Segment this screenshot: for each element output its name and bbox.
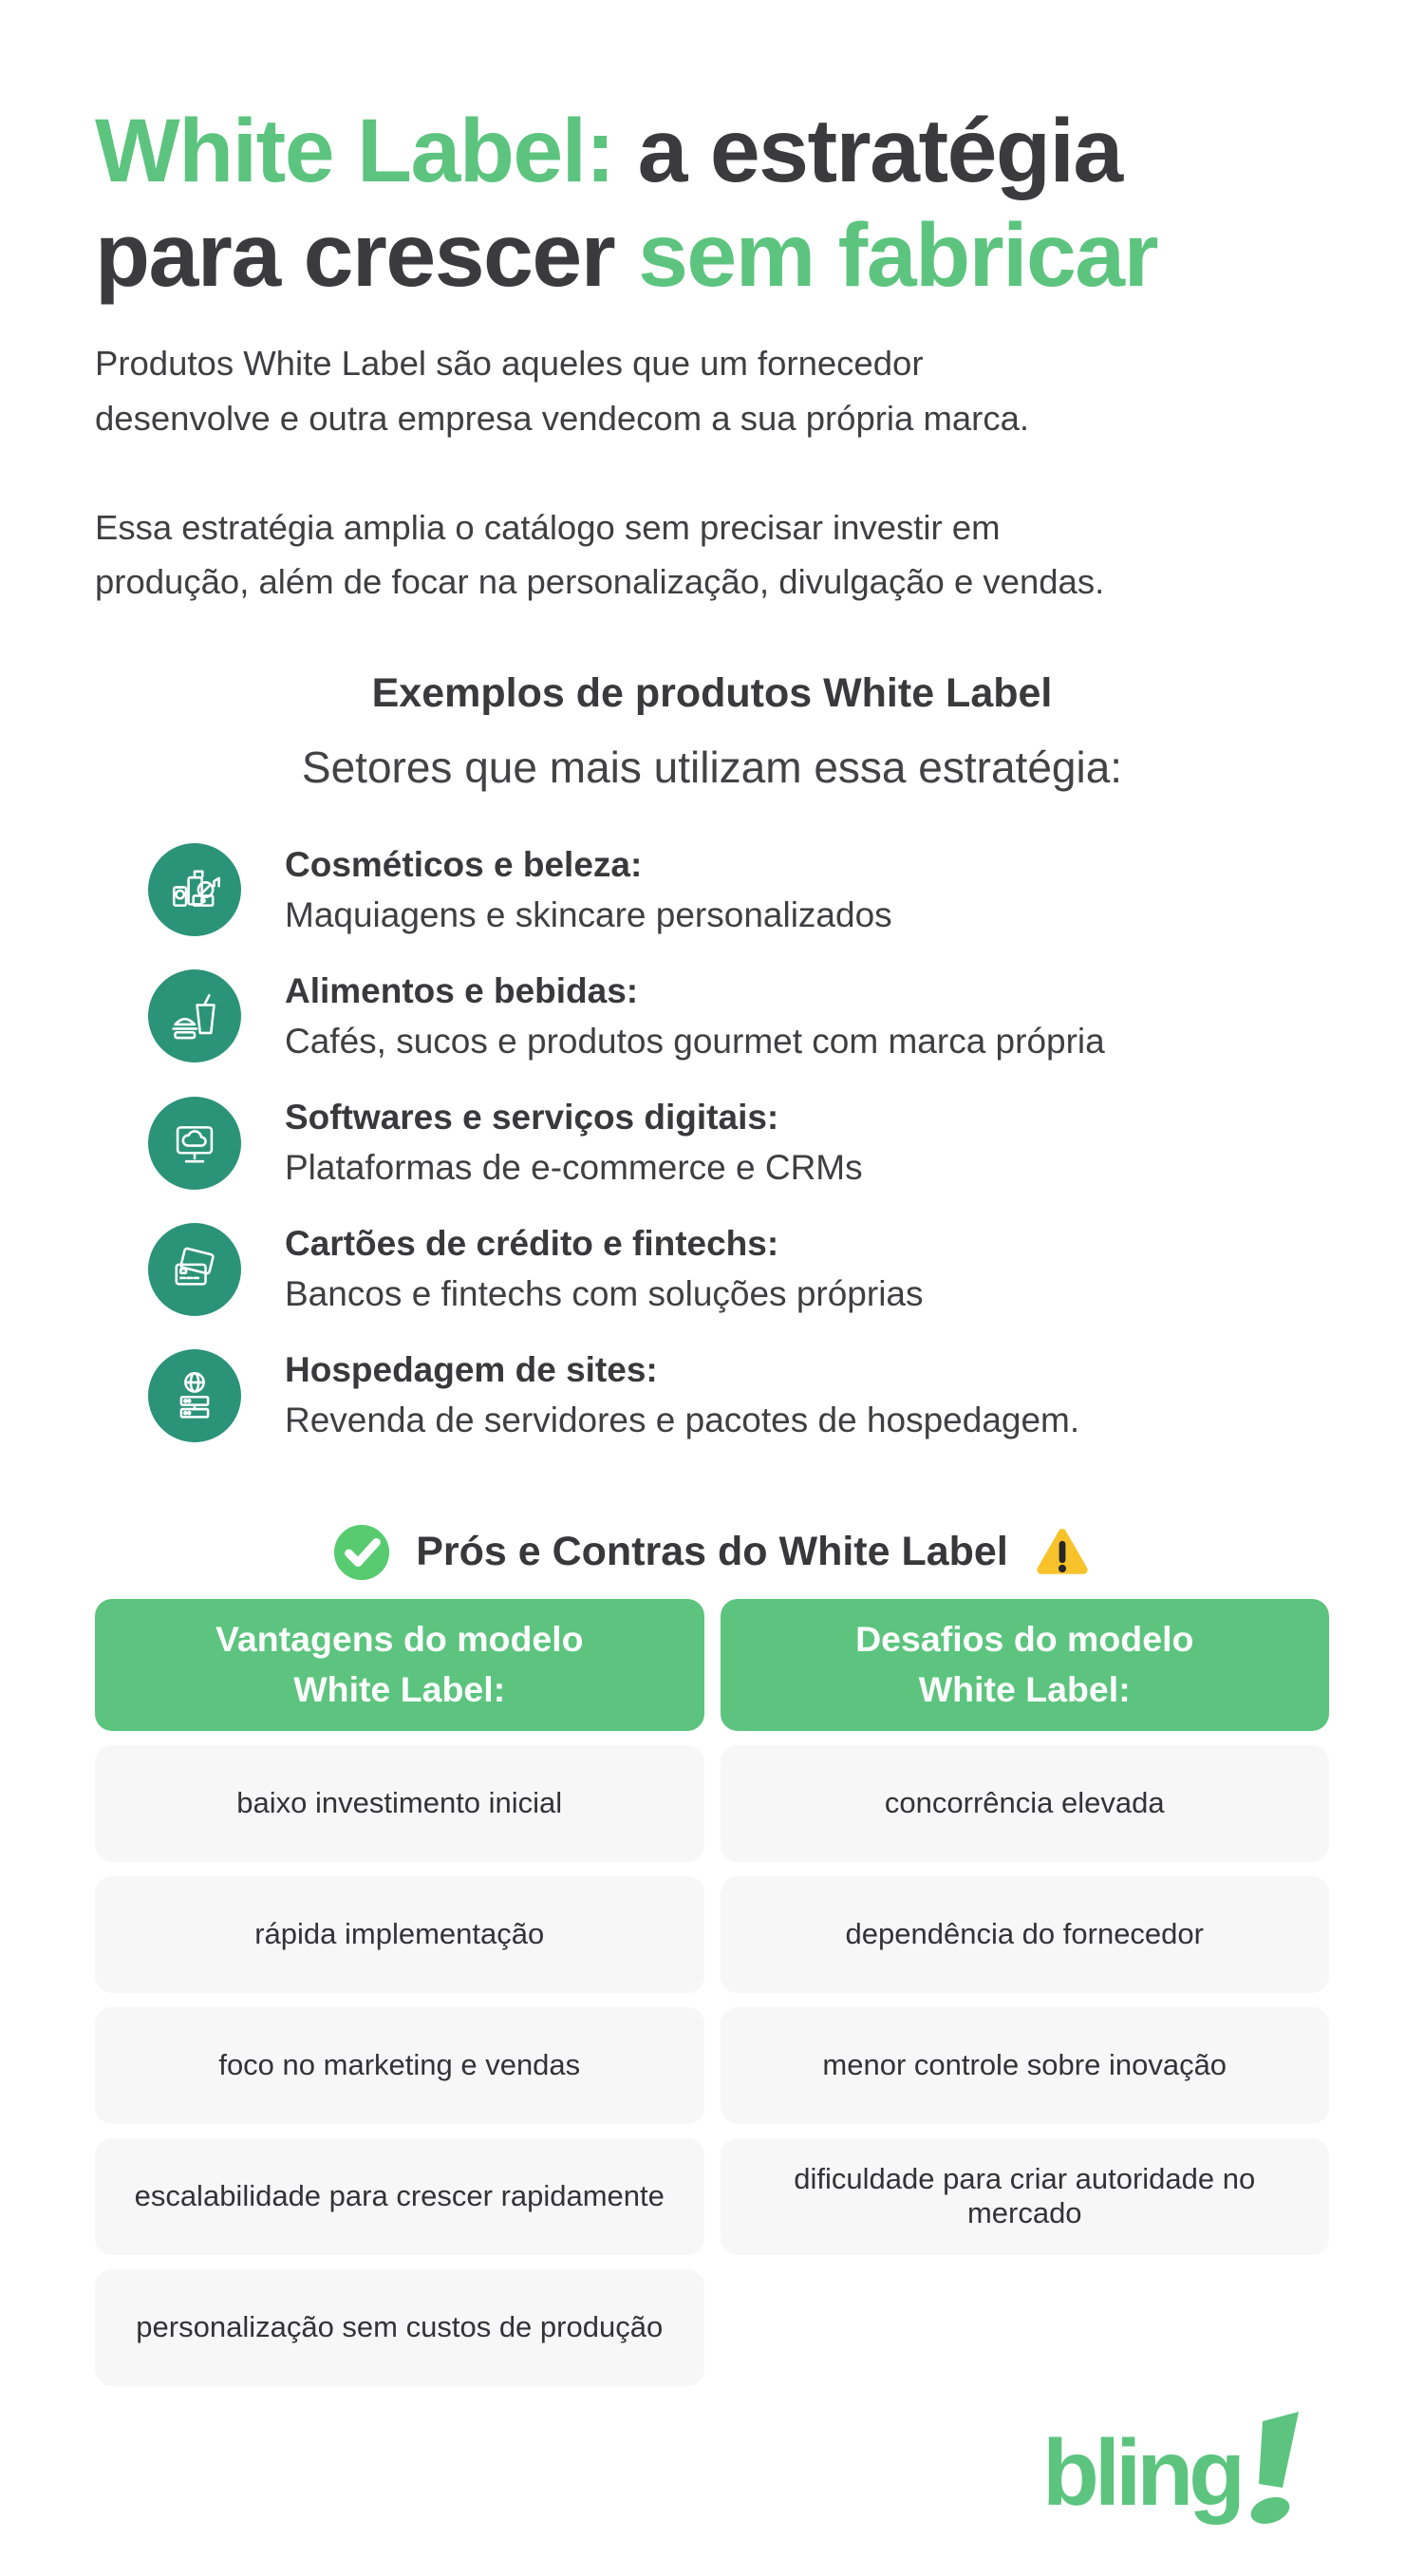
challenge-cell: dependência do fornecedor xyxy=(721,1876,1330,1993)
title-line-2 xyxy=(95,203,1329,308)
warning-triangle-icon xyxy=(1033,1523,1092,1582)
food-drink-icon xyxy=(148,969,241,1062)
list-item-description: Cafés, sucos e produtos gourmet com marca própria xyxy=(285,1021,1105,1061)
title-part-dark-2: para crescer xyxy=(95,205,639,307)
list-item-description: Revenda de servidores e pacotes de hospedagem. xyxy=(285,1401,1080,1440)
title-part-dark-1: a estratégia xyxy=(613,101,1122,201)
bling-logo-exclamation-bar xyxy=(1259,2412,1299,2488)
challenge-cell: menor controle sobre inovação xyxy=(721,2007,1330,2124)
list-item-food xyxy=(148,968,1329,1064)
advantage-cell: baixo investimento inicial xyxy=(95,1745,704,1862)
list-item-text xyxy=(285,1221,924,1317)
intro-paragraph-2 xyxy=(95,500,1329,610)
list-item-title: Hospedagem de sites: xyxy=(285,1350,658,1390)
advantage-cell: escalabilidade para crescer rapidamente xyxy=(95,2138,704,2255)
advantage-cell: foco no marketing e vendas xyxy=(95,2007,704,2124)
software-icon xyxy=(148,1097,241,1190)
intro-text xyxy=(95,336,1329,609)
web-hosting-icon xyxy=(148,1349,241,1442)
list-item-text xyxy=(285,1095,863,1191)
title-part-green-1: White Label: xyxy=(95,101,614,201)
advantages-header xyxy=(95,1599,704,1731)
advantages-header-line2: White Label: xyxy=(293,1669,506,1709)
list-item-software xyxy=(148,1095,1329,1191)
challenge-cell: concorrência elevada xyxy=(721,1745,1330,1862)
bling-logo-exclamation-dot xyxy=(1247,2492,1293,2529)
advantages-header-line1: Vantagens do modelo xyxy=(215,1618,584,1659)
examples-section-head xyxy=(95,670,1329,793)
list-item-text xyxy=(285,1347,1079,1443)
advantage-cell: rápida implementação xyxy=(95,1876,704,1993)
bling-logo-text: bling xyxy=(1042,2420,1242,2525)
page-title xyxy=(95,99,1329,308)
intro-p2-line2: produção, além de focar na personalização, divulgação e vendas. xyxy=(95,562,1105,602)
advantage-cell: personalização sem custos de produção xyxy=(95,2269,704,2386)
list-item-description: Bancos e fintechs com soluções próprias xyxy=(285,1274,924,1314)
intro-p2-line1: Essa estratégia amplia o catálogo sem precisar investir em xyxy=(95,507,1001,547)
pros-cons-heading xyxy=(95,1523,1329,1582)
pros-cons-table xyxy=(95,1599,1329,2386)
list-item-hosting xyxy=(148,1347,1329,1443)
examples-heading: Exemplos de produtos White Label xyxy=(371,669,1053,716)
list-item-description: Plataformas de e-commerce e CRMs xyxy=(285,1148,863,1188)
list-item-fintech xyxy=(148,1221,1329,1317)
list-item-title: Softwares e serviços digitais: xyxy=(285,1097,779,1137)
intro-p1-line1: Produtos White Label são aqueles que um fornecedor xyxy=(95,344,924,384)
title-line-1 xyxy=(95,99,1329,203)
challenges-header xyxy=(721,1599,1330,1731)
bling-logo xyxy=(1042,2410,1327,2533)
check-circle-icon xyxy=(332,1523,391,1582)
sector-list xyxy=(148,842,1329,1444)
credit-cards-icon xyxy=(148,1223,241,1316)
list-item-text xyxy=(285,842,892,938)
list-item-title: Cartões de crédito e fintechs: xyxy=(285,1224,779,1264)
challenges-column xyxy=(721,1599,1330,2386)
list-item-title: Alimentos e bebidas: xyxy=(285,970,639,1010)
list-item-title: Cosméticos e beleza: xyxy=(285,844,643,884)
title-part-green-2: sem fabricar xyxy=(638,205,1158,307)
pros-cons-title: Prós e Contras do White Label xyxy=(416,1529,1008,1574)
list-item-text xyxy=(285,968,1105,1064)
intro-p1-line2: desenvolve e outra empresa vendecom a sua própria marca. xyxy=(95,398,1030,438)
list-item-cosmetics xyxy=(148,842,1329,938)
intro-paragraph-1 xyxy=(95,336,1329,445)
examples-subheading: Setores que mais utilizam essa estratégia: xyxy=(301,742,1123,792)
challenges-header-line1: Desafios do modelo xyxy=(855,1618,1194,1659)
challenge-cell: dificuldade para criar autoridade no mercado xyxy=(721,2138,1330,2255)
advantages-column xyxy=(95,1599,704,2386)
challenges-header-line2: White Label: xyxy=(918,1669,1131,1709)
cosmetics-icon xyxy=(148,843,241,936)
list-item-description: Maquiagens e skincare personalizados xyxy=(285,894,892,934)
